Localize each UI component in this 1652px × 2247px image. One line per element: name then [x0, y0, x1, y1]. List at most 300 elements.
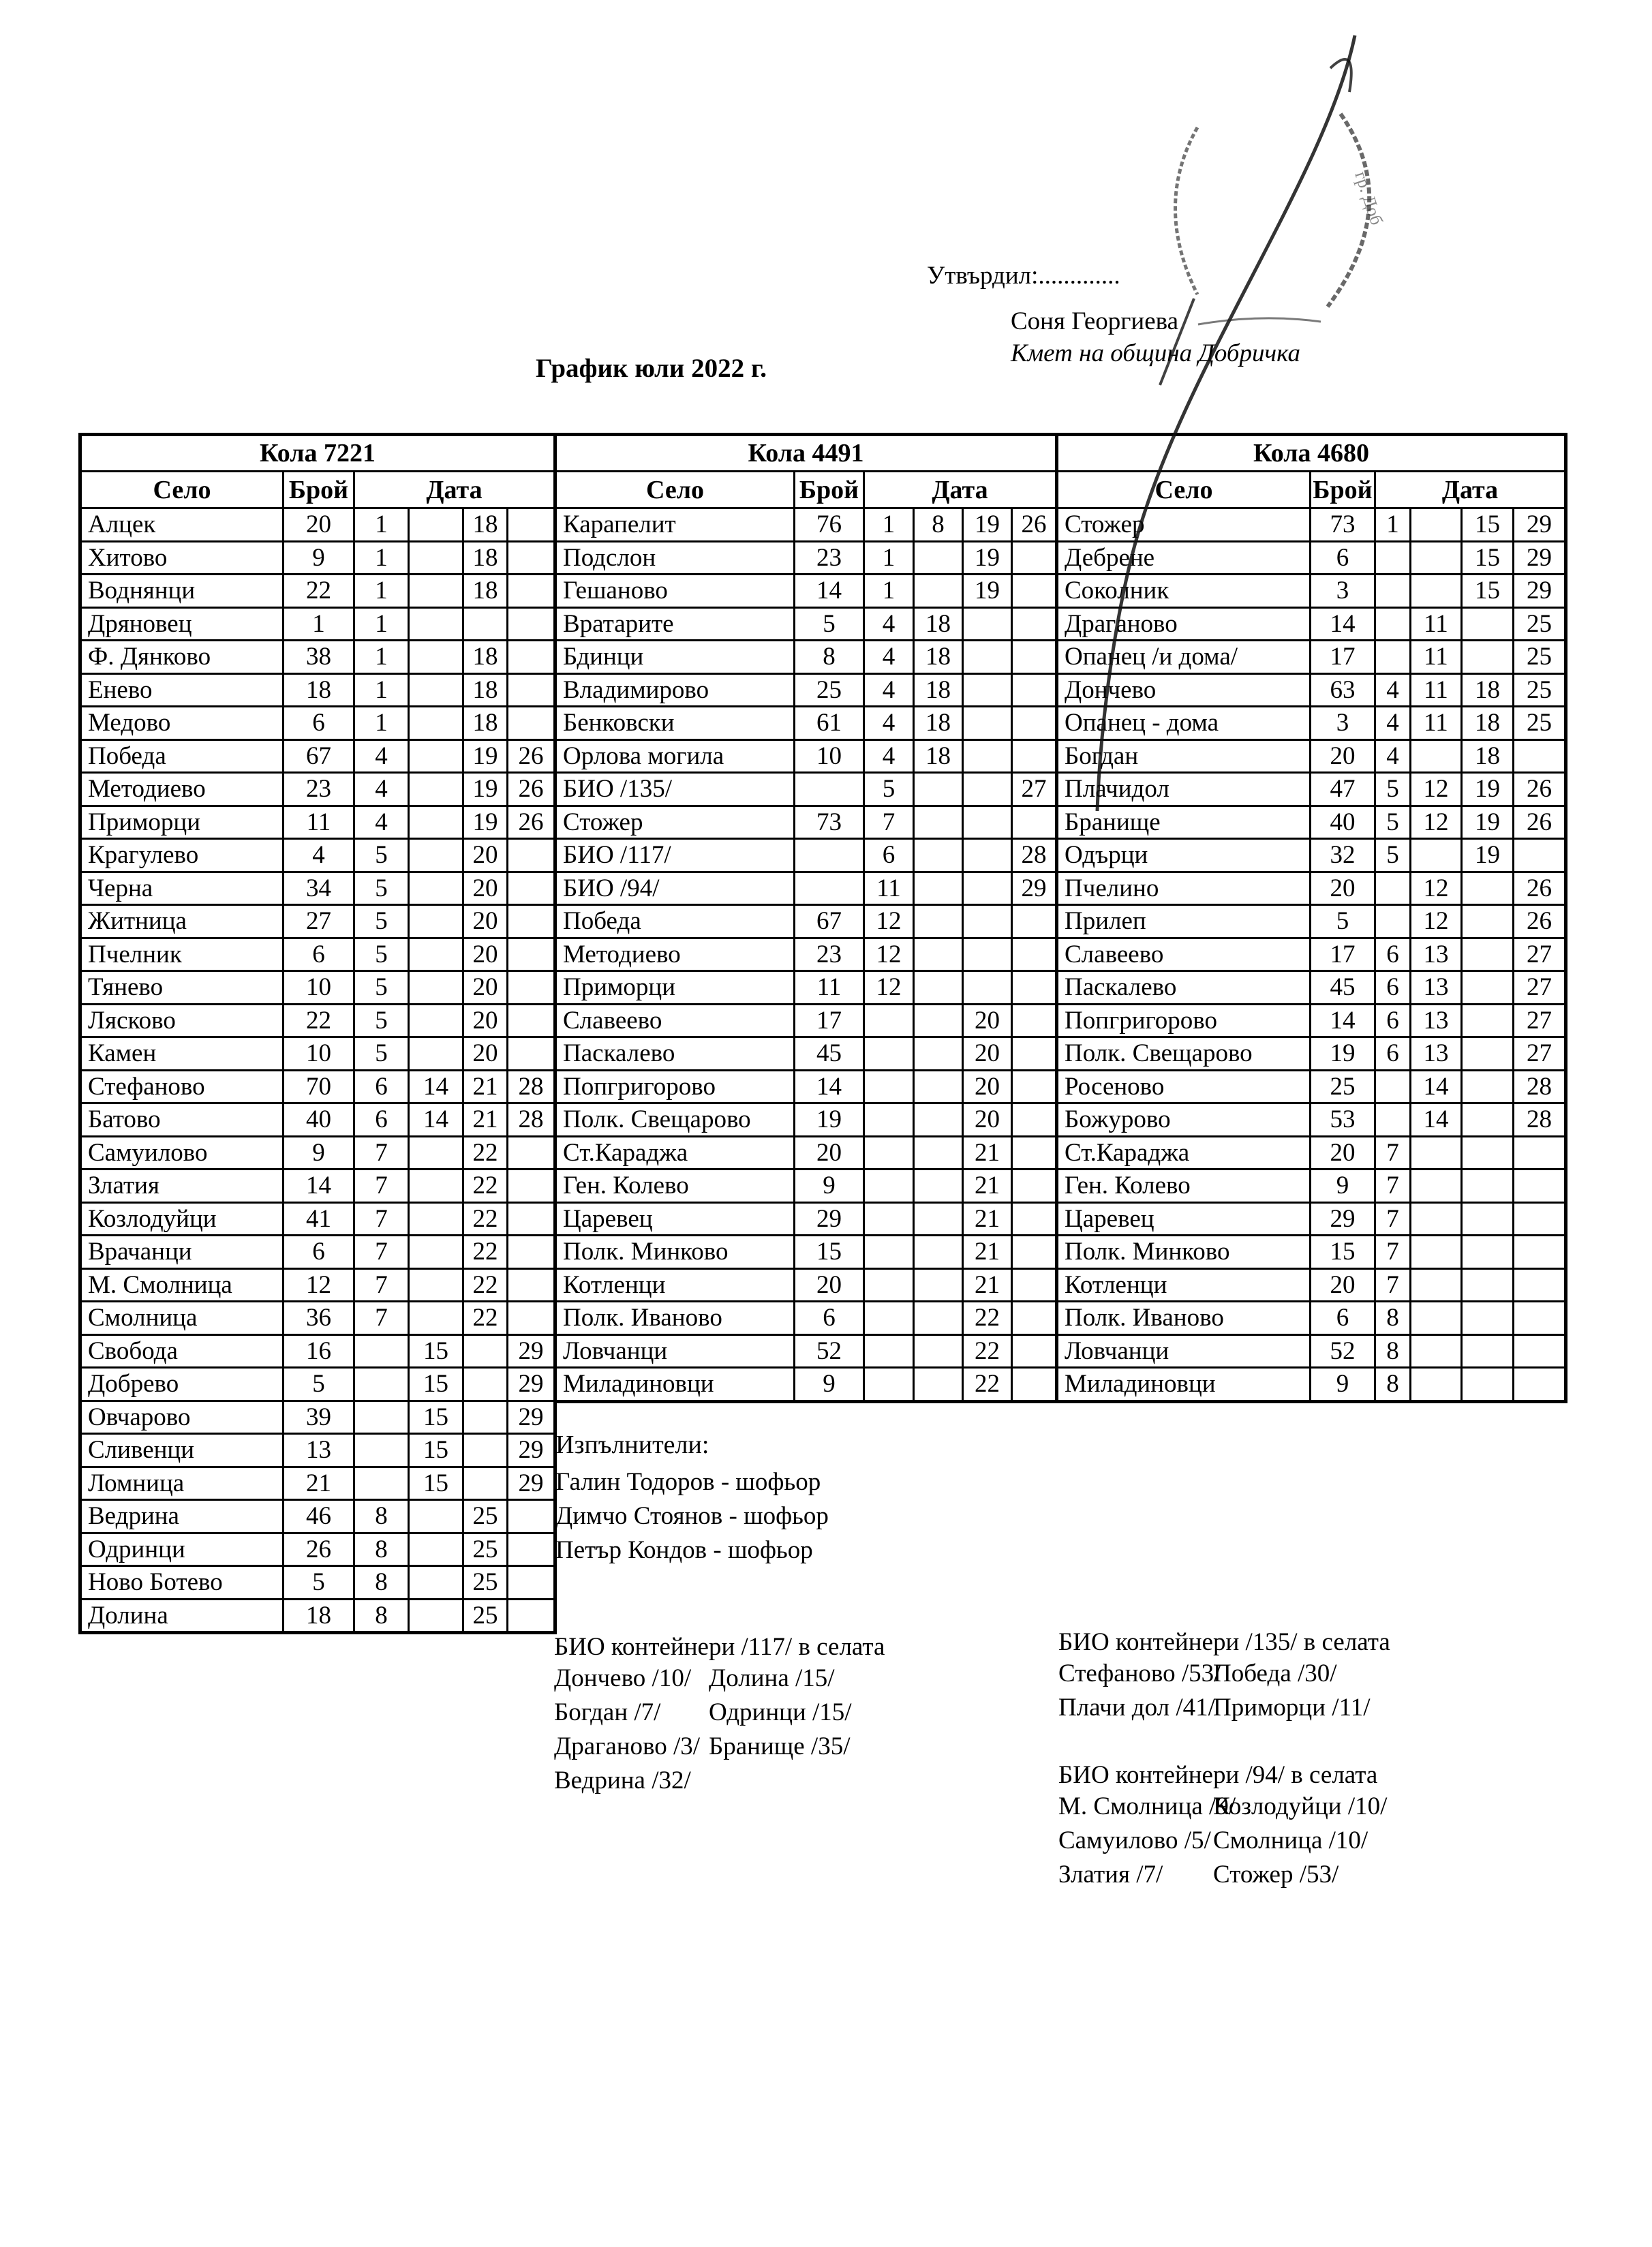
date-cell: 20	[463, 872, 508, 905]
village-cell: Златия	[80, 1170, 284, 1203]
village-cell: Камен	[80, 1037, 284, 1071]
count-cell: 23	[795, 541, 864, 575]
village-cell: Славеево	[1057, 938, 1311, 971]
date-cell: 19	[463, 806, 508, 839]
executor-name: Димчо Стоянов - шофьор	[555, 1502, 829, 1530]
count-cell: 9	[1311, 1170, 1375, 1203]
date-cell	[1462, 1202, 1514, 1236]
table-row	[1057, 1334, 1566, 1368]
stamp-text-fragment: гр. Доб	[1351, 168, 1387, 228]
table-row	[80, 508, 555, 542]
date-cell	[1462, 1236, 1514, 1269]
count-cell: 26	[284, 1533, 354, 1566]
count-cell: 12	[284, 1268, 354, 1302]
date-cell	[1012, 707, 1057, 740]
date-cell	[914, 1103, 963, 1137]
table-row	[1057, 541, 1566, 575]
date-cell	[1411, 1268, 1462, 1302]
date-cell: 15	[409, 1368, 463, 1401]
table-row	[1057, 872, 1566, 905]
village-cell: Ново Ботево	[80, 1566, 284, 1600]
table-row	[555, 773, 1057, 806]
date-cell: 5	[354, 971, 409, 1005]
table-row	[1057, 1136, 1566, 1170]
date-cell	[1462, 607, 1514, 641]
village-cell: Долина	[80, 1599, 284, 1633]
date-cell: 29	[508, 1401, 555, 1434]
date-cell: 14	[409, 1103, 463, 1137]
date-cell: 1	[864, 575, 914, 608]
date-cell	[463, 1434, 508, 1467]
date-cell	[1012, 607, 1057, 641]
date-cell: 22	[963, 1334, 1012, 1368]
date-cell	[963, 773, 1012, 806]
village-cell: Ломница	[80, 1467, 284, 1500]
village-cell: Соколник	[1057, 575, 1311, 608]
date-cell: 22	[463, 1268, 508, 1302]
table-row	[80, 1136, 555, 1170]
count-cell: 25	[1311, 1070, 1375, 1103]
date-cell	[963, 905, 1012, 938]
bio-block-title: БИО контейнери /94/ в селата	[1058, 1761, 1378, 1789]
date-cell	[409, 508, 463, 542]
table-row	[555, 839, 1057, 872]
village-cell: Полк. Минково	[555, 1236, 795, 1269]
table-row	[1057, 1037, 1566, 1071]
village-cell: Ловчанци	[1057, 1334, 1311, 1368]
date-cell: 18	[1462, 739, 1514, 773]
date-cell	[508, 1236, 555, 1269]
date-cell	[508, 1004, 555, 1037]
village-cell: Вратарите	[555, 607, 795, 641]
date-cell	[1012, 739, 1057, 773]
date-cell: 4	[354, 739, 409, 773]
date-cell: 25	[1514, 641, 1566, 674]
table-row	[1057, 1202, 1566, 1236]
date-cell	[963, 938, 1012, 971]
bio-entry: Златия /7/	[1058, 1861, 1163, 1889]
date-cell	[963, 673, 1012, 707]
village-cell: Полк. Свещарово	[1057, 1037, 1311, 1071]
date-cell	[1012, 1236, 1057, 1269]
count-cell: 45	[795, 1037, 864, 1071]
count-cell: 18	[284, 673, 354, 707]
date-cell	[409, 673, 463, 707]
date-cell: 13	[1411, 1037, 1462, 1071]
date-cell	[1411, 1170, 1462, 1203]
count-cell: 36	[284, 1302, 354, 1335]
date-cell: 21	[963, 1268, 1012, 1302]
date-cell	[963, 607, 1012, 641]
village-cell: Дряновец	[80, 607, 284, 641]
count-cell: 6	[284, 938, 354, 971]
date-cell	[508, 1268, 555, 1302]
count-cell: 11	[795, 971, 864, 1005]
date-cell	[963, 739, 1012, 773]
village-cell: Тянево	[80, 971, 284, 1005]
date-cell	[409, 905, 463, 938]
count-cell: 4	[284, 839, 354, 872]
count-cell: 15	[795, 1236, 864, 1269]
table-row	[555, 905, 1057, 938]
date-cell: 19	[463, 773, 508, 806]
table-row	[555, 1170, 1057, 1203]
village-cell: Пчелино	[1057, 872, 1311, 905]
count-cell: 52	[1311, 1334, 1375, 1368]
date-cell: 20	[963, 1103, 1012, 1137]
table-row	[555, 806, 1057, 839]
column-header-count: Брой	[284, 472, 354, 508]
date-cell	[508, 971, 555, 1005]
date-cell	[864, 1334, 914, 1368]
count-cell: 22	[284, 1004, 354, 1037]
table-row	[555, 971, 1057, 1005]
village-cell: Врачанци	[80, 1236, 284, 1269]
date-cell	[864, 1302, 914, 1335]
date-cell	[914, 1302, 963, 1335]
date-cell	[1012, 1037, 1057, 1071]
count-cell: 29	[1311, 1202, 1375, 1236]
count-cell: 14	[795, 1070, 864, 1103]
village-cell: Хитово	[80, 541, 284, 575]
date-cell: 8	[354, 1566, 409, 1600]
date-cell	[508, 641, 555, 674]
date-cell: 26	[508, 806, 555, 839]
date-cell	[1514, 1302, 1566, 1335]
date-cell	[1375, 1103, 1411, 1137]
date-cell: 1	[354, 707, 409, 740]
date-cell: 1	[354, 673, 409, 707]
table-row	[80, 773, 555, 806]
date-cell	[963, 872, 1012, 905]
date-cell	[1375, 905, 1411, 938]
table-row	[80, 1004, 555, 1037]
village-cell: Полк. Иваново	[555, 1302, 795, 1335]
table-row	[1057, 806, 1566, 839]
date-cell	[409, 806, 463, 839]
bio-entry: Победа /30/	[1213, 1660, 1337, 1687]
table-row	[80, 575, 555, 608]
bio-block-title: БИО контейнери /135/ в селата	[1058, 1628, 1390, 1656]
count-cell: 61	[795, 707, 864, 740]
count-cell: 10	[284, 1037, 354, 1071]
date-cell: 7	[354, 1136, 409, 1170]
table-row	[1057, 739, 1566, 773]
bio-entry: Ведрина /32/	[554, 1767, 691, 1794]
bio-block-title: БИО контейнери /117/ в селата	[554, 1633, 885, 1661]
date-cell	[1514, 739, 1566, 773]
date-cell	[1012, 938, 1057, 971]
date-cell	[914, 872, 963, 905]
date-cell	[409, 707, 463, 740]
date-cell: 8	[354, 1599, 409, 1633]
date-cell	[409, 773, 463, 806]
date-cell: 22	[463, 1302, 508, 1335]
date-cell: 15	[1462, 508, 1514, 542]
date-cell: 19	[963, 541, 1012, 575]
date-cell: 8	[354, 1533, 409, 1566]
date-cell: 26	[508, 773, 555, 806]
count-cell: 9	[795, 1170, 864, 1203]
bio-block-rows	[1058, 1657, 1390, 1725]
date-cell	[1462, 872, 1514, 905]
count-cell: 41	[284, 1202, 354, 1236]
count-cell: 18	[284, 1599, 354, 1633]
column-header-village: Село	[1057, 472, 1311, 508]
table-row	[1057, 1070, 1566, 1103]
date-cell	[1462, 1136, 1514, 1170]
date-cell: 12	[1411, 872, 1462, 905]
date-cell: 13	[1411, 971, 1462, 1005]
date-cell	[508, 707, 555, 740]
date-cell	[1411, 839, 1462, 872]
date-cell	[409, 839, 463, 872]
count-cell: 20	[1311, 872, 1375, 905]
date-cell: 1	[354, 508, 409, 542]
date-cell: 4	[1375, 707, 1411, 740]
date-cell: 5	[864, 773, 914, 806]
table-row	[80, 938, 555, 971]
table-row	[80, 1368, 555, 1401]
approval-label: Утвърдил:.............	[927, 262, 1120, 290]
pen-stroke-tail	[1198, 318, 1321, 324]
date-cell	[914, 541, 963, 575]
date-cell: 20	[463, 1004, 508, 1037]
table-row	[555, 1070, 1057, 1103]
date-cell: 19	[963, 508, 1012, 542]
date-cell	[1375, 1070, 1411, 1103]
bio-entry: Одринци /15/	[709, 1698, 852, 1726]
village-cell: Воднянци	[80, 575, 284, 608]
date-cell: 26	[1012, 508, 1057, 542]
date-cell	[914, 1202, 963, 1236]
count-cell: 14	[1311, 607, 1375, 641]
date-cell	[1012, 1334, 1057, 1368]
village-cell: Смолница	[80, 1302, 284, 1335]
village-cell: Самуилово	[80, 1136, 284, 1170]
date-cell: 25	[1514, 673, 1566, 707]
date-cell: 21	[963, 1170, 1012, 1203]
date-cell	[1012, 1368, 1057, 1402]
date-cell	[508, 905, 555, 938]
date-cell: 1	[354, 607, 409, 641]
date-cell	[1375, 641, 1411, 674]
date-cell	[409, 1533, 463, 1566]
date-cell	[914, 1368, 963, 1402]
date-cell	[354, 1368, 409, 1401]
date-cell	[1012, 1170, 1057, 1203]
count-cell: 67	[795, 905, 864, 938]
date-cell	[409, 739, 463, 773]
table-row	[555, 872, 1057, 905]
date-cell	[409, 1599, 463, 1633]
date-cell: 6	[1375, 1037, 1411, 1071]
count-cell: 76	[795, 508, 864, 542]
village-cell: Полк. Минково	[1057, 1236, 1311, 1269]
village-cell: Ловчанци	[555, 1334, 795, 1368]
count-cell: 6	[795, 1302, 864, 1335]
date-cell	[864, 1368, 914, 1402]
date-cell	[1012, 673, 1057, 707]
date-cell: 12	[864, 971, 914, 1005]
date-cell: 20	[463, 938, 508, 971]
count-cell: 13	[284, 1434, 354, 1467]
date-cell: 29	[508, 1334, 555, 1368]
table-row	[555, 1302, 1057, 1335]
date-cell	[914, 575, 963, 608]
table-row	[1057, 1368, 1566, 1402]
date-cell	[1411, 1202, 1462, 1236]
date-cell	[864, 1103, 914, 1137]
count-cell: 6	[284, 707, 354, 740]
village-cell: Котленци	[555, 1268, 795, 1302]
date-cell	[1514, 1368, 1566, 1402]
date-cell	[409, 1500, 463, 1533]
column-header-count: Брой	[795, 472, 864, 508]
date-cell	[1514, 839, 1566, 872]
date-cell: 20	[963, 1004, 1012, 1037]
count-cell: 5	[284, 1368, 354, 1401]
village-cell: Приморци	[80, 806, 284, 839]
date-cell: 5	[354, 905, 409, 938]
table-row	[1057, 707, 1566, 740]
bio-entry: Дончево /10/	[554, 1664, 692, 1692]
date-cell: 1	[864, 541, 914, 575]
column-header-count: Брой	[1311, 472, 1375, 508]
date-cell: 4	[864, 673, 914, 707]
village-cell: Миладиновци	[1057, 1368, 1311, 1402]
date-cell: 20	[963, 1037, 1012, 1071]
table-row	[1057, 839, 1566, 872]
date-cell	[409, 1302, 463, 1335]
bio-entry: Козлодуйци /10/	[1213, 1792, 1388, 1820]
date-cell	[914, 1070, 963, 1103]
village-cell: Опанец /и дома/	[1057, 641, 1311, 674]
date-cell: 14	[1411, 1070, 1462, 1103]
count-cell: 17	[795, 1004, 864, 1037]
table-row	[555, 1268, 1057, 1302]
date-cell: 7	[864, 806, 914, 839]
table-row	[80, 1170, 555, 1203]
bio-entry	[709, 1764, 885, 1798]
date-cell	[508, 575, 555, 608]
table-row	[1057, 905, 1566, 938]
date-cell	[1462, 1070, 1514, 1103]
date-cell	[354, 1467, 409, 1500]
count-cell: 14	[795, 575, 864, 608]
date-cell: 5	[354, 938, 409, 971]
village-cell: Владимирово	[555, 673, 795, 707]
date-cell: 4	[354, 806, 409, 839]
date-cell: 19	[1462, 839, 1514, 872]
date-cell	[1012, 1268, 1057, 1302]
count-cell: 16	[284, 1334, 354, 1368]
count-cell: 34	[284, 872, 354, 905]
date-cell	[914, 971, 963, 1005]
date-cell: 6	[1375, 1004, 1411, 1037]
date-cell: 28	[508, 1103, 555, 1137]
date-cell	[1375, 575, 1411, 608]
date-cell: 22	[463, 1202, 508, 1236]
table-row	[80, 1037, 555, 1071]
table-row	[555, 1236, 1057, 1269]
table-row	[555, 508, 1057, 542]
count-cell: 67	[284, 739, 354, 773]
village-cell: Полк. Свещарово	[555, 1103, 795, 1137]
date-cell	[1462, 1103, 1514, 1137]
bio-entry: Плачи дол /41/	[1058, 1694, 1215, 1722]
village-cell: Козлодуйци	[80, 1202, 284, 1236]
count-cell: 11	[284, 806, 354, 839]
count-cell: 10	[795, 739, 864, 773]
date-cell: 26	[1514, 905, 1566, 938]
count-cell: 15	[1311, 1236, 1375, 1269]
table-row	[80, 739, 555, 773]
date-cell: 22	[463, 1236, 508, 1269]
date-cell	[1514, 1268, 1566, 1302]
date-cell	[1514, 1136, 1566, 1170]
date-cell	[1411, 1302, 1462, 1335]
village-cell: Опанец - дома	[1057, 707, 1311, 740]
date-cell: 26	[1514, 773, 1566, 806]
bio-entry: Приморци /11/	[1213, 1694, 1371, 1722]
date-cell	[409, 1170, 463, 1203]
date-cell	[1012, 1103, 1057, 1137]
count-cell: 22	[284, 575, 354, 608]
village-cell: Паскалево	[555, 1037, 795, 1071]
village-cell: Прилеп	[1057, 905, 1311, 938]
village-cell: Ст.Караджа	[1057, 1136, 1311, 1170]
count-cell: 6	[284, 1236, 354, 1269]
date-cell	[409, 1136, 463, 1170]
date-cell	[963, 806, 1012, 839]
date-cell	[1411, 1136, 1462, 1170]
village-cell: Добрево	[80, 1368, 284, 1401]
date-cell	[914, 1268, 963, 1302]
village-cell: Медово	[80, 707, 284, 740]
count-cell: 14	[1311, 1004, 1375, 1037]
date-cell	[463, 1401, 508, 1434]
date-cell: 12	[1411, 773, 1462, 806]
date-cell: 28	[1012, 839, 1057, 872]
date-cell	[914, 1170, 963, 1203]
date-cell	[1462, 641, 1514, 674]
date-cell: 28	[1514, 1070, 1566, 1103]
village-cell: Житница	[80, 905, 284, 938]
date-cell: 28	[1514, 1103, 1566, 1137]
date-cell: 27	[1012, 773, 1057, 806]
date-cell	[508, 1599, 555, 1633]
date-cell	[1012, 541, 1057, 575]
date-cell	[1012, 905, 1057, 938]
table-row	[80, 607, 555, 641]
date-cell: 5	[354, 872, 409, 905]
table-row	[80, 1401, 555, 1434]
table-row	[555, 707, 1057, 740]
count-cell: 9	[1311, 1368, 1375, 1402]
table-row	[1057, 1004, 1566, 1037]
date-cell	[508, 839, 555, 872]
table-row	[80, 1533, 555, 1566]
executors-title: Изпълнители:	[555, 1431, 709, 1459]
table-title: Кола 7221	[80, 435, 555, 472]
date-cell: 7	[1375, 1236, 1411, 1269]
table-row	[80, 1103, 555, 1137]
count-cell: 73	[1311, 508, 1375, 542]
village-cell: Ст.Караджа	[555, 1136, 795, 1170]
date-cell	[409, 971, 463, 1005]
village-cell: Стефаново	[80, 1070, 284, 1103]
